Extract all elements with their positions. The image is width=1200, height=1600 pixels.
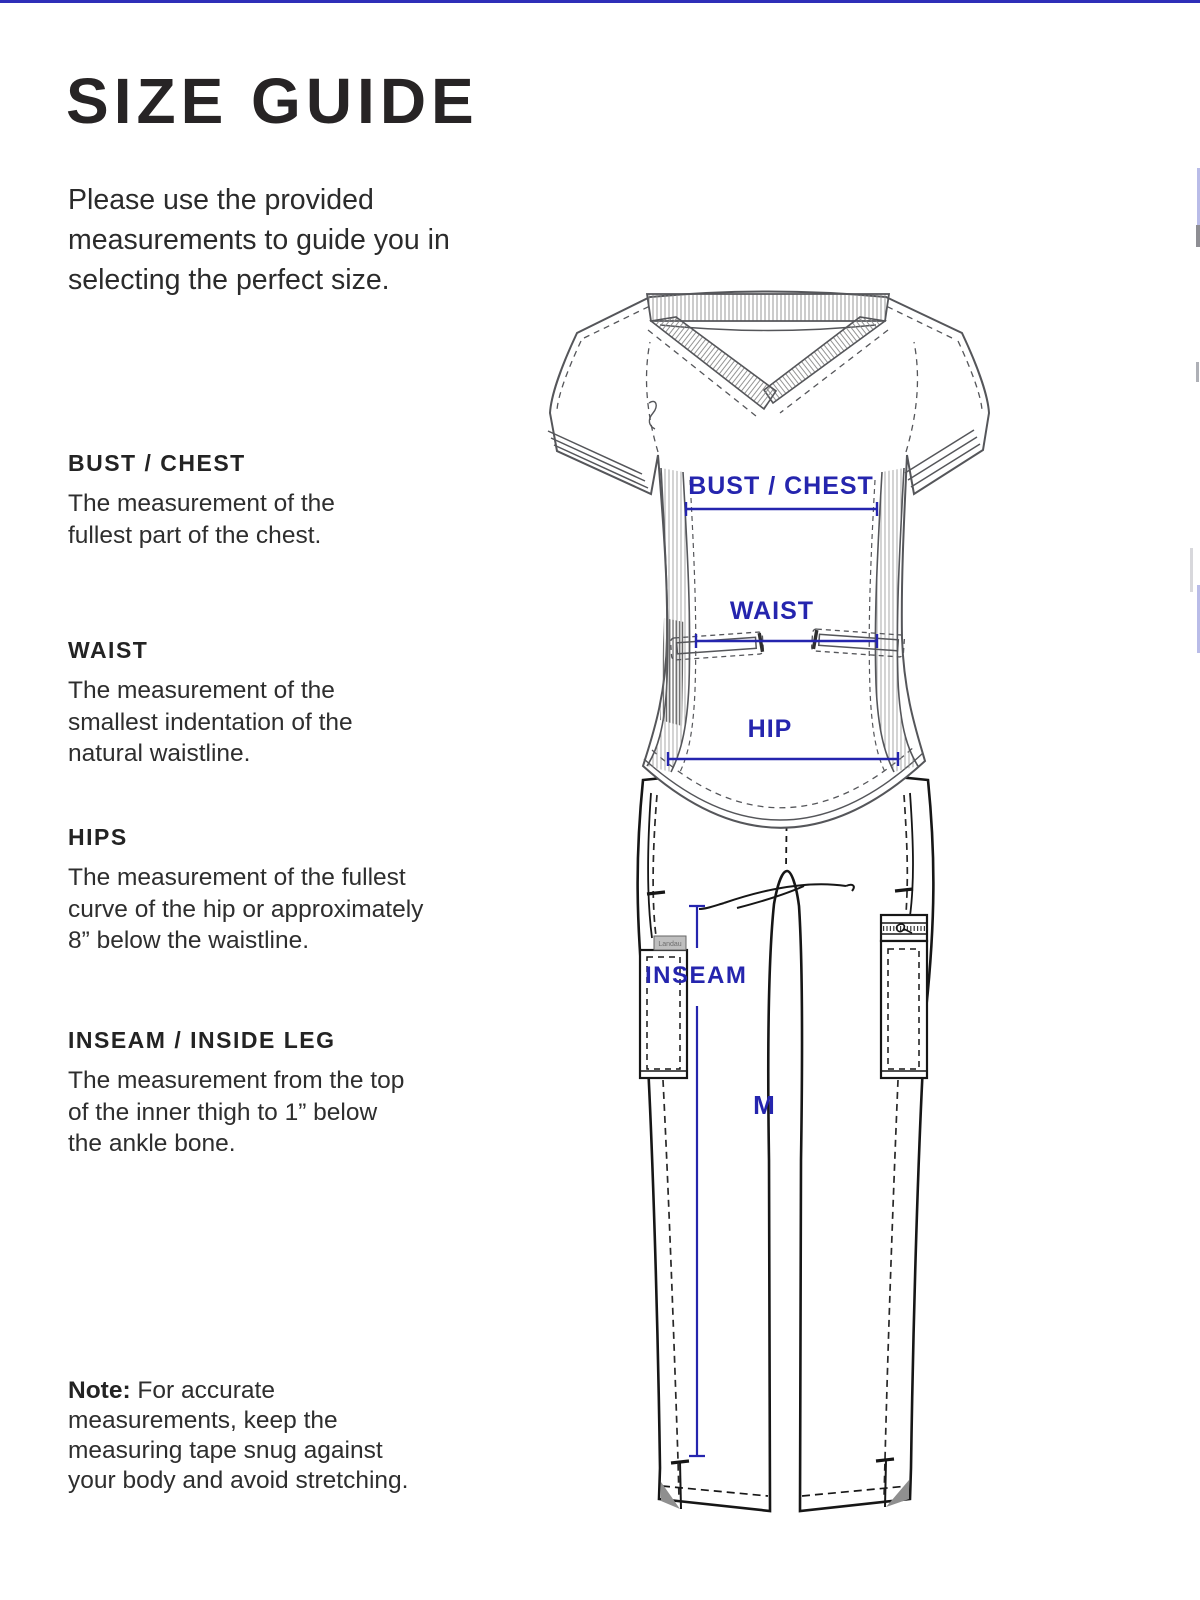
scrub-top-drawing xyxy=(548,292,989,828)
note-body: For accurate measurements, keep the measuring tape snug against your body and avoid stretching. xyxy=(68,1377,409,1494)
scrub-pants-drawing xyxy=(638,772,934,1511)
section-heading: INSEAM / INSIDE LEG xyxy=(68,1027,336,1053)
inseam-measure-label: INSEAM xyxy=(645,962,748,989)
bust-measure-label: BUST / CHEST xyxy=(688,472,874,500)
intro-text: Please use the provided measurements to guide you in selecting the perfect size. xyxy=(68,184,450,296)
waist-measure-label: WAIST xyxy=(729,597,815,625)
section-body: The measurement of the fullest curve of the hip or approximately 8” below the waistline. xyxy=(68,864,424,954)
section-body: The measurement from the top of the inner thigh to 1” below the ankle bone. xyxy=(68,1067,405,1157)
page-title: SIZE GUIDE xyxy=(66,65,479,137)
pants-right-cargo-pocket xyxy=(881,915,927,1078)
section-heading: HIPS xyxy=(68,824,128,850)
section-heading: WAIST xyxy=(68,637,149,663)
right-edge-crop-artifacts xyxy=(1190,168,1200,653)
section-body: The measurement of the smallest indentation of the natural waistline. xyxy=(68,677,353,767)
pants-left-cargo-pocket xyxy=(640,936,687,1078)
section-heading: BUST / CHEST xyxy=(68,450,246,476)
size-marker-label: M xyxy=(753,1090,775,1120)
section-body: The measurement of the fullest part of the chest. xyxy=(68,490,335,549)
note-label: Note: xyxy=(68,1377,131,1404)
pocket-tag-label: Landau xyxy=(658,941,682,948)
hip-measure-label: HIP xyxy=(747,715,793,743)
